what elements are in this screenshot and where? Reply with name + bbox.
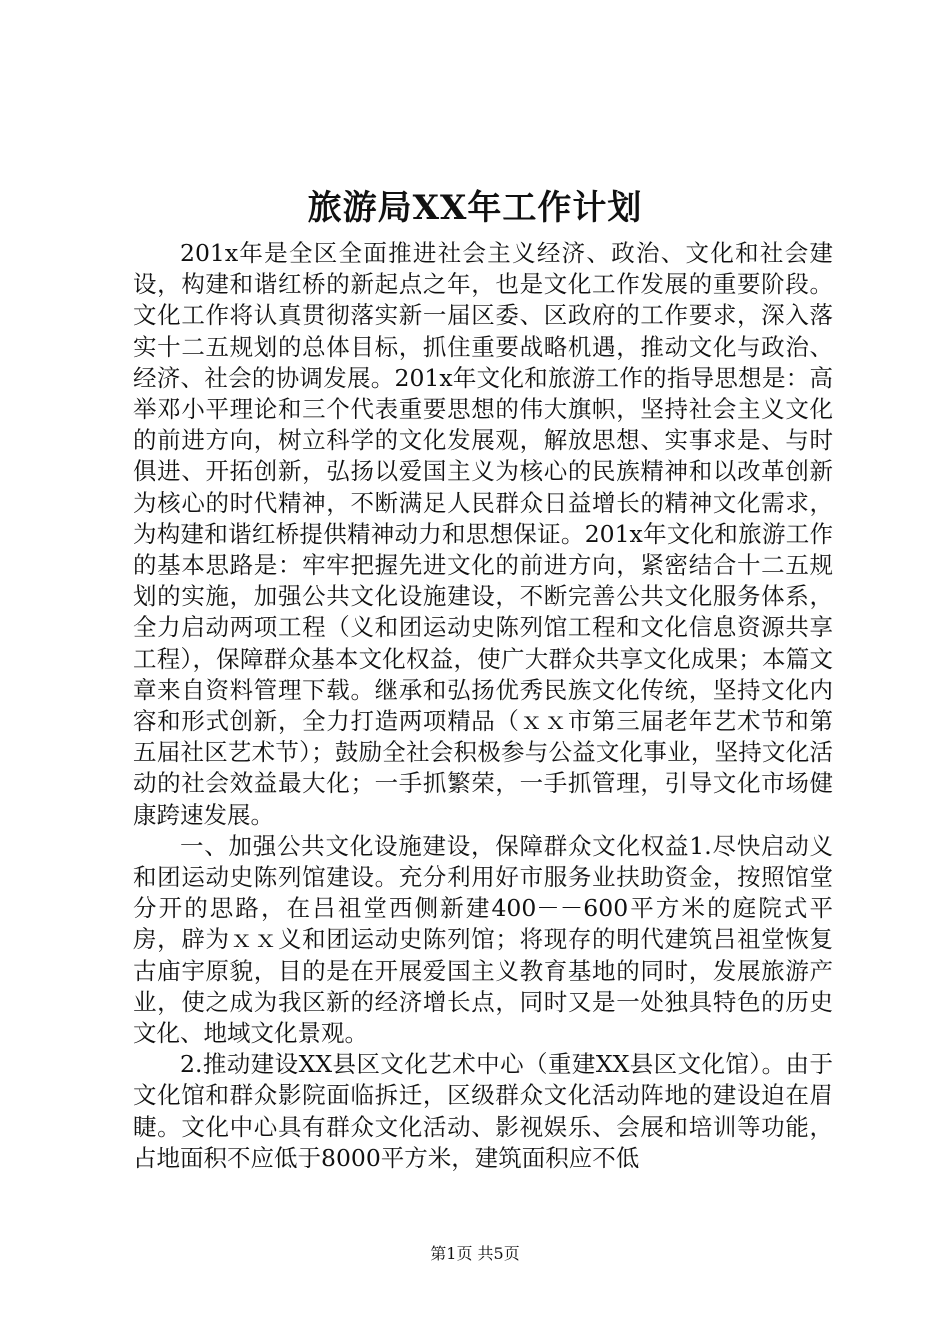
paragraph-intro: 201x年是全区全面推进社会主义经济、政治、文化和社会建设，构建和谐红桥的新起点之年，也是文化工作发展的重要阶段。文化工作将认真贯彻落实新一届区委、区政府的工作要求，深入落实十二五规划的总体目标，抓住重要战略机遇，推动文化与政治、经济、社会的协调发展。201x年文化和旅游工作的指导思想是：高举邓小平理论和三个代表重要思想的伟大旗帜，坚持社会主义文化的前进方向，树立科学的文化发展观，解放思想、实事求是、与时俱进、开拓创新，弘扬以爱国主义为核心的民族精神和以改革创新为核心的时代精神，不断满足人民群众日益增长的精神文化需求，为构建和谐红桥提供精神动力和思想保证。201x年文化和旅游工作的基本思路是：牢牢把握先进文化的前进方向，紧密结合十二五规划的实施，加强公共文化设施建设，不断完善公共文化服务体系，全力启动两项工程（义和团运动史陈列馆工程和文化信息资源共享工程），保障群众基本文化权益，使广大群众共享文化成果；本篇文章来自资料管理下载。继承和弘扬优秀民族文化传统，坚持文化内容和形式创新，全力打造两项精品（ｘｘ市第三届老年艺术节和第五届社区艺术节）；鼓励全社会积极参与公益文化事业，坚持文化活动的社会效益最大化；一手抓繁荣，一手抓管理，引导文化市场健康跨速发展。: [133, 239, 833, 829]
document-title: 旅游局XX年工作计划: [307, 188, 643, 228]
paragraph-section-1: 一、加强公共文化设施建设，保障群众文化权益1.尽快启动义和团运动史陈列馆建设。充分利用好市服务业扶助资金，按照馆堂分开的思路，在吕祖堂西侧新建400－－600平方米的庭院式平房，辟为ｘｘ义和团运动史陈列馆；将现存的明代建筑吕祖堂恢复古庙宇原貌，目的是在开展爱国主义教育基地的同时，发展旅游产业，使之成为我区新的经济增长点，同时又是一处独具特色的历史文化、地域文化景观。: [133, 831, 833, 1048]
document-body: [133, 238, 833, 1174]
page-footer: 第1页 共5页: [430, 1244, 520, 1263]
paragraph-section-2: 2.推动建设XX县区文化艺术中心（重建XX县区文化馆）。由于文化馆和群众影院面临拆迁，区级群众文化活动阵地的建设迫在眉睫。文化中心具有群众文化活动、影视娱乐、会展和培训等功能，占地面积不应低于8000平方米，建筑面积应不低: [133, 1050, 833, 1172]
